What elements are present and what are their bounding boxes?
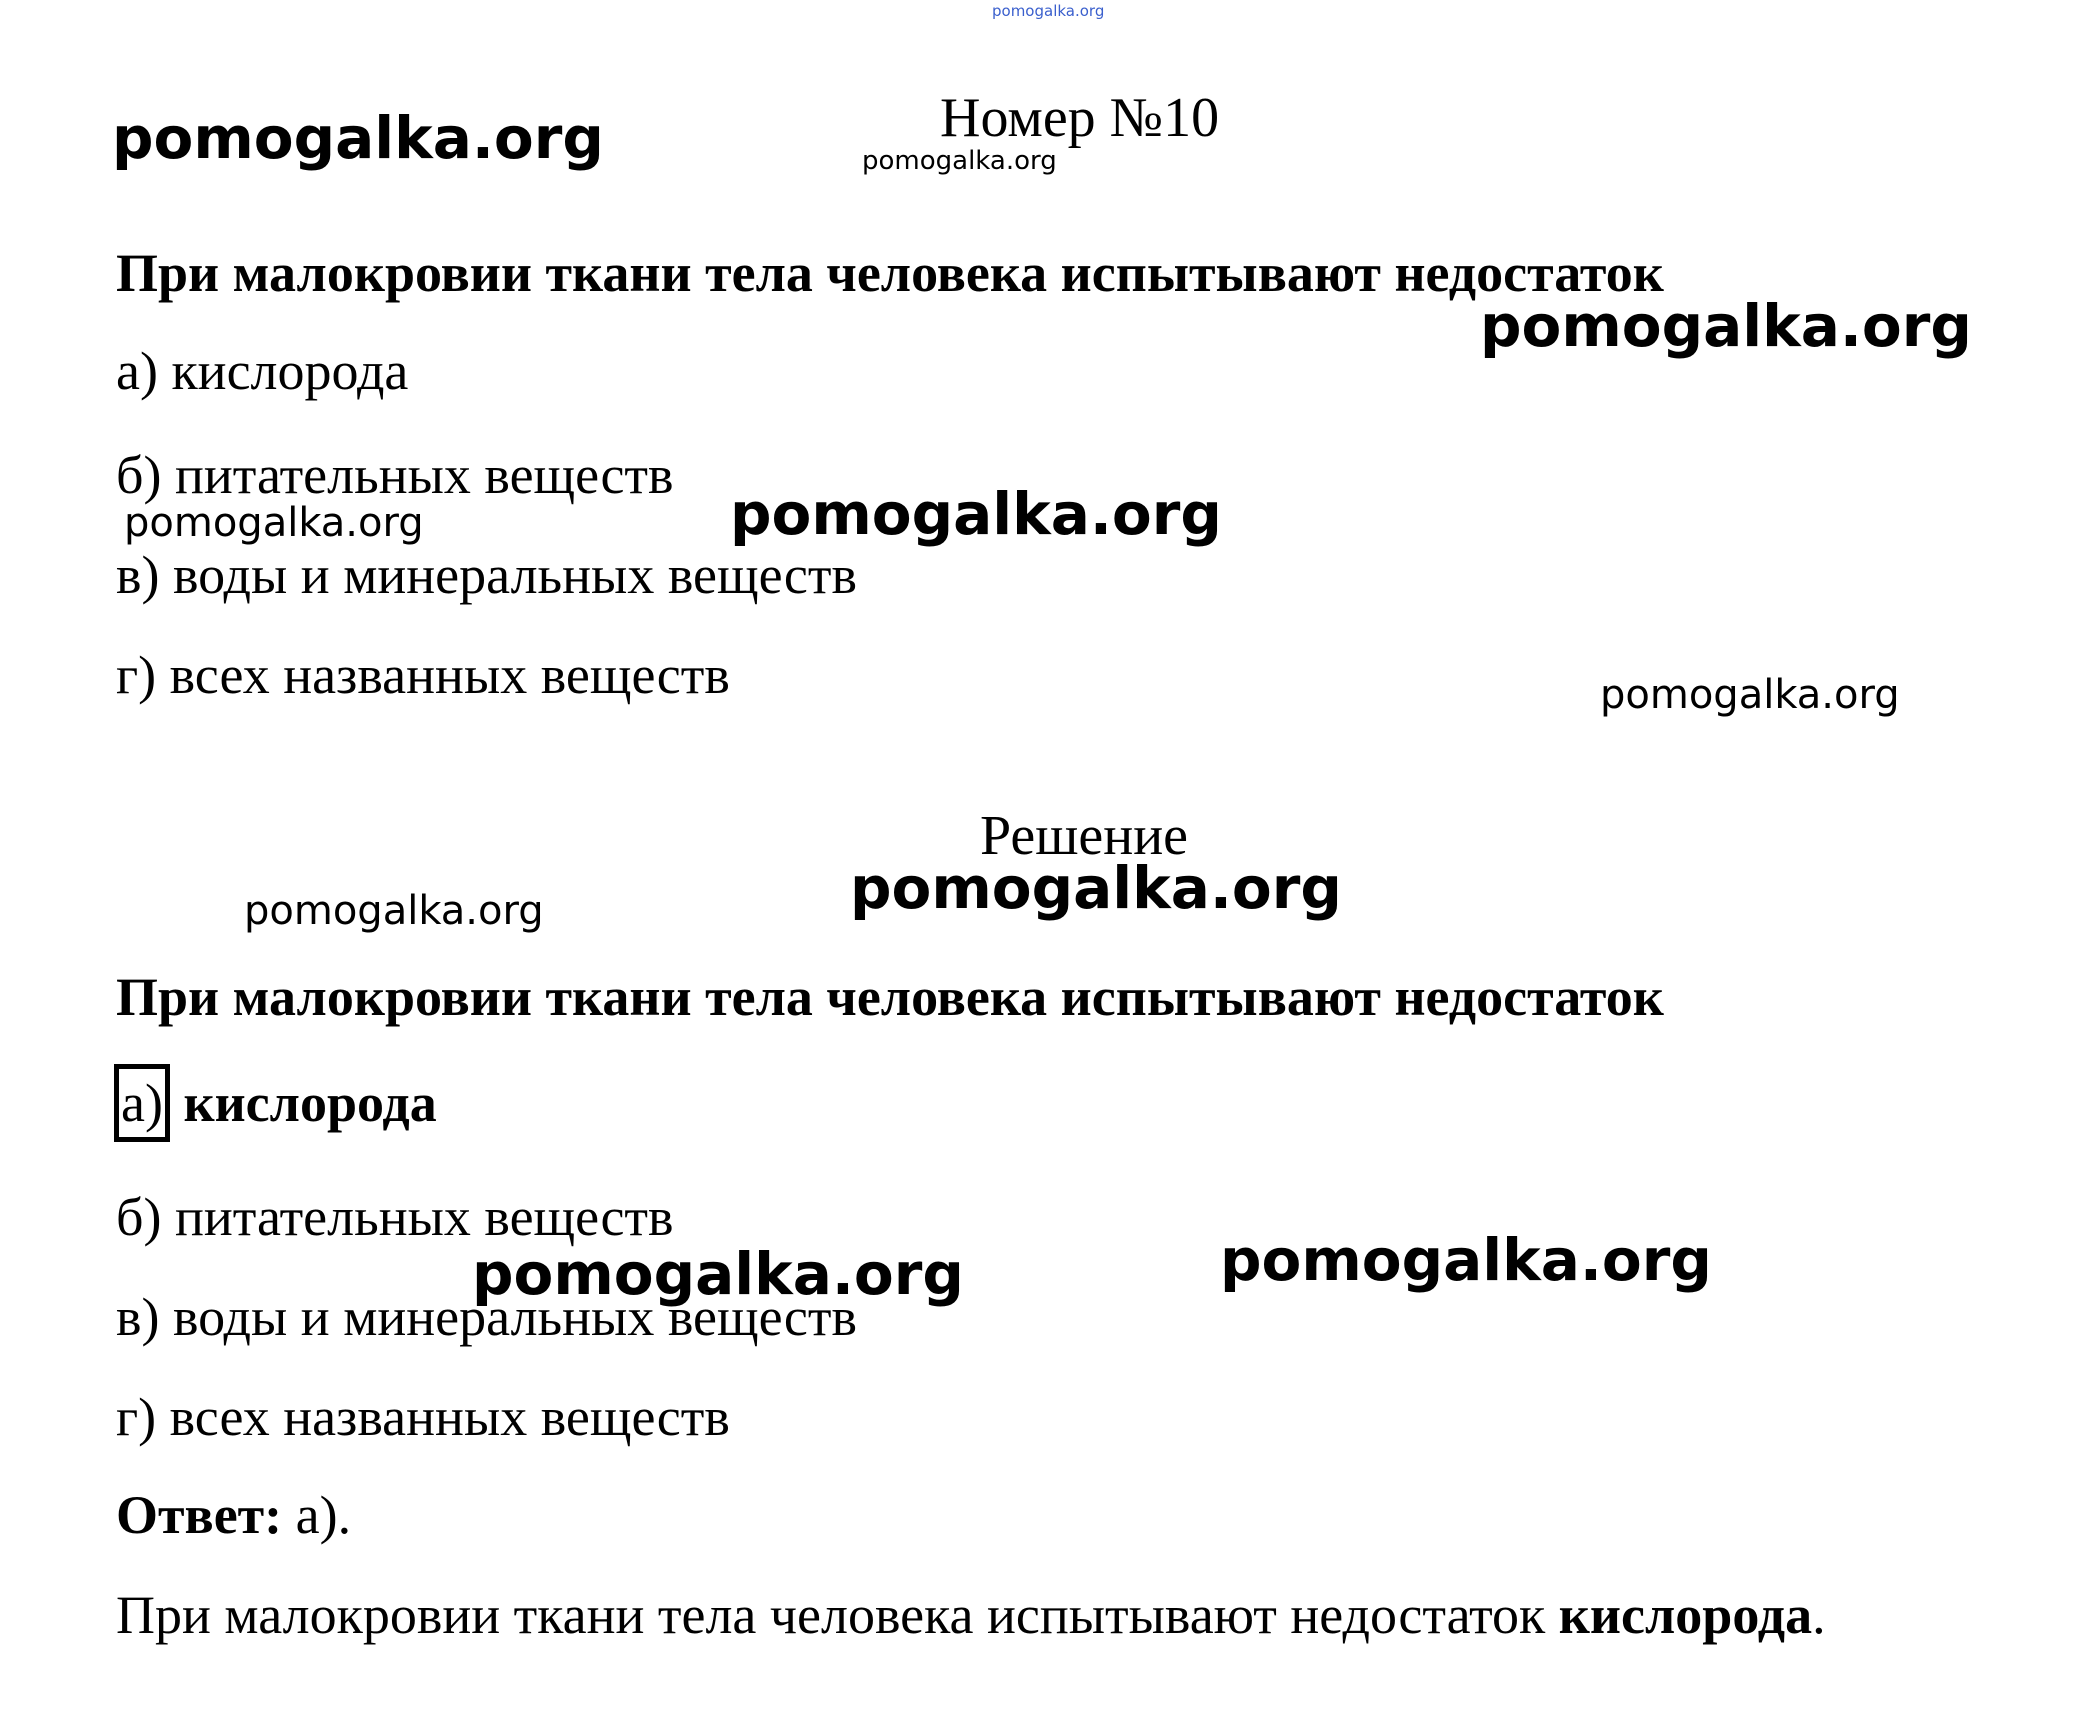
watermark-header: pomogalka.org (112, 104, 604, 172)
watermark-left-2: pomogalka.org (244, 888, 544, 934)
answer-label: Ответ: (116, 1485, 283, 1545)
question-text: При малокровии ткани тела человека испытывают недостаток (116, 243, 1664, 303)
selected-answer-text: кислорода (183, 1073, 437, 1133)
answer-value: а). (295, 1485, 352, 1545)
explanation (116, 1584, 1826, 1646)
explanation-prefix: При малокровии ткани тела человека испытывают недостаток (116, 1585, 1546, 1645)
watermark-center-1: pomogalka.org (730, 480, 1222, 548)
solution-question-text: При малокровии ткани тела человека испытывают недостаток (116, 967, 1664, 1027)
watermark-right-1: pomogalka.org (1480, 292, 1972, 360)
watermark-right-2: pomogalka.org (1600, 672, 1900, 718)
watermark-right-3: pomogalka.org (1220, 1226, 1712, 1294)
watermark-center-2: pomogalka.org (850, 854, 1342, 922)
watermark-center-3: pomogalka.org (472, 1240, 964, 1308)
solution-option-v: в) воды и минеральных веществ (116, 1287, 857, 1347)
option-a: а) кислорода (116, 341, 409, 401)
option-b: б) питательных веществ (116, 445, 674, 505)
option-g: г) всех названных веществ (116, 645, 730, 705)
selected-answer-box: а) (114, 1064, 170, 1142)
answer-line (116, 1484, 351, 1546)
solution-option-b: б) питательных веществ (116, 1187, 674, 1247)
explanation-bold: кислорода (1558, 1585, 1813, 1645)
top-watermark: pomogalka.org (992, 2, 1105, 20)
explanation-suffix: . (1812, 1585, 1826, 1645)
solution-option-a (114, 1064, 437, 1142)
solution-option-g: г) всех названных веществ (116, 1387, 730, 1447)
watermark-small-title: pomogalka.org (862, 146, 1057, 176)
option-v: в) воды и минеральных веществ (116, 545, 857, 605)
watermark-left-1: pomogalka.org (124, 500, 424, 546)
page-title: Номер №10 (940, 87, 1220, 149)
solution-heading: Решение (980, 805, 1189, 867)
